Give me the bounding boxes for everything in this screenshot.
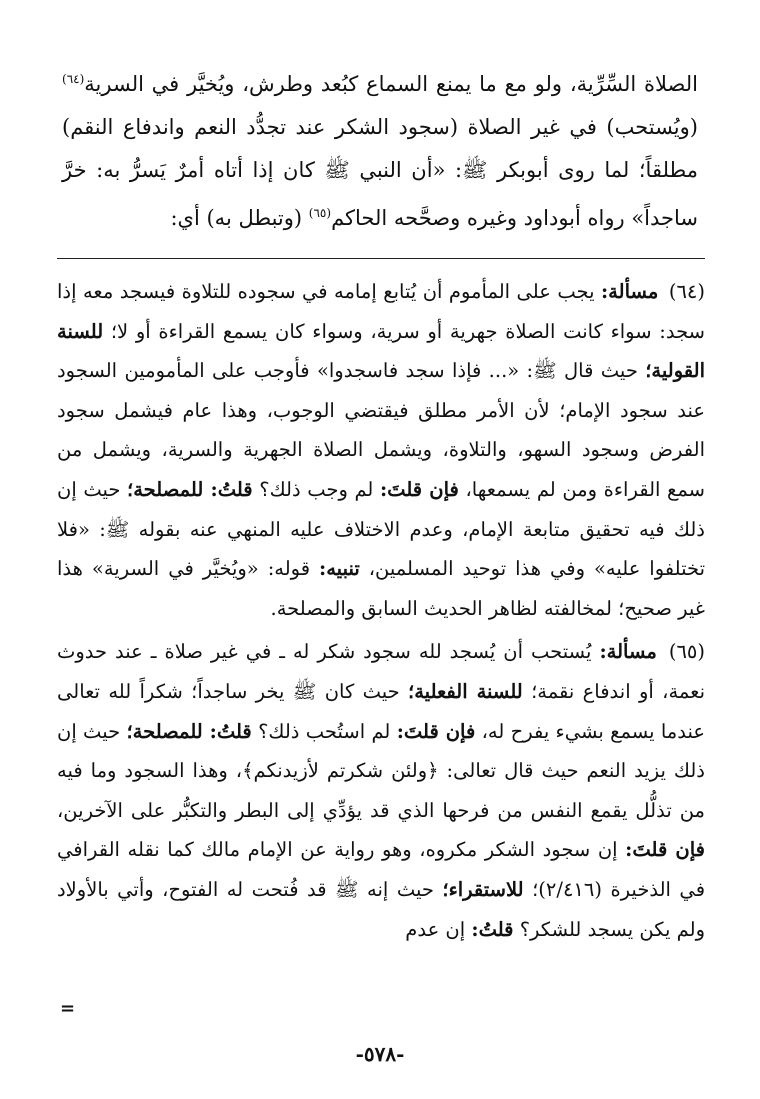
footnote-label: مسألة: [600, 280, 659, 303]
main-paragraph: الصلاة السِّرِّية، ولو مع ما يمنع السماع كبُعد وطرش، ويُخيَّر في السرية$^{(٦٤)}$ (ويُستحب) في غير الصلاة (سجود الشكر عند تجدُّد النعم واندفاع النقم) مطلقاً؛ لما روى أبوبكر ﷺ: «أن النبي ﷺ كان إذا أتاه أمرٌ يَسرُّ به: خرَّ ساجداً» رواه أبوداود وغيره وصحَّحه الحاكم$^{(٦٥)}$ (وتبطل به) أي: [62, 72, 698, 230]
main-text [62, 58, 698, 240]
page-number: -٥٧٨- [355, 1042, 405, 1066]
footnotes [57, 272, 705, 953]
footnote-number: (٦٤) [668, 280, 706, 303]
footnote-ref-64: (٦٤) [62, 72, 85, 86]
footnote-label: مسألة: [599, 640, 657, 664]
footnote-divider [57, 258, 705, 259]
continuation-mark: = [60, 998, 76, 1019]
footnote-65: (٦٥) مسألة: يُستحب أن يُسجد لله سجود شكر له ـ في غير صلاة ـ عند حدوث نعمة، أو اندفاع نقمة؛ للسنة الفعلية؛ حيث كان ﷺ يخر ساجداً؛ شكراً لله تعالى عندما يسمع بشيء يفرح له، فإن قلتَ: لم استُحب ذلك؟ قلتُ: للمصلحة؛ حيث إن ذلك يزيد النعم حيث قال تعالى: ﴿ولئن شكرتم لأزيدنكم﴾، وهذا السجود وما فيه من تذلُّل يقمع النفس من فرحها الذي قد يؤدِّي إلى البطر والتكبُّر على الآخرين، فإن قلتَ: إن سجود الشكر مكروه، وهو رواية عن الإمام مالك كما نقله القرافي في الذخيرة (٢/٤١٦)؛ للاستقراء؛ حيث إنه ﷺ قد فُتحت له الفتوح، وأتي بالأولاد ولم يكن يسجد للشكر؟ قلتُ: إن عدم [57, 640, 706, 941]
footnote-64: (٦٤) مسألة: يجب على المأموم أن يُتابع إمامه في سجوده للتلاوة فيسجد معه إذا سجد: سواء كانت الصلاة جهرية أو سرية، وسواء كان يسمع القراءة أو لا؛ للسنة القولية؛ حيث قال ﷺ: «... فإذا سجد فاسجدوا» فأوجب على المأمومين السجود عند سجود الإمام؛ لأن الأمر مطلق فيقتضي الوجوب، وهذا عام فيشمل سجود الفرض وسجود السهو، والتلاوة، ويشمل الصلاة الجهرية والسرية، ويشمل من سمع القراءة ومن لم يسمعها، فإن قلتَ: لم وجب ذلك؟ قلتُ: للمصلحة؛ حيث إن ذلك فيه تحقيق متابعة الإمام، وعدم الاختلاف عليه المنهي عنه بقوله ﷺ: «فلا تختلفوا عليه» وفي هذا توحيد المسلمين، تنبيه: قوله: «ويُخيَّر في السرية» هذا غير صحيح؛ لمخالفته لظاهر الحديث السابق والمصلحة. [57, 280, 706, 620]
footnote-number: (٦٥) [668, 640, 705, 664]
footnote-ref-65: (٦٥) [308, 206, 332, 220]
